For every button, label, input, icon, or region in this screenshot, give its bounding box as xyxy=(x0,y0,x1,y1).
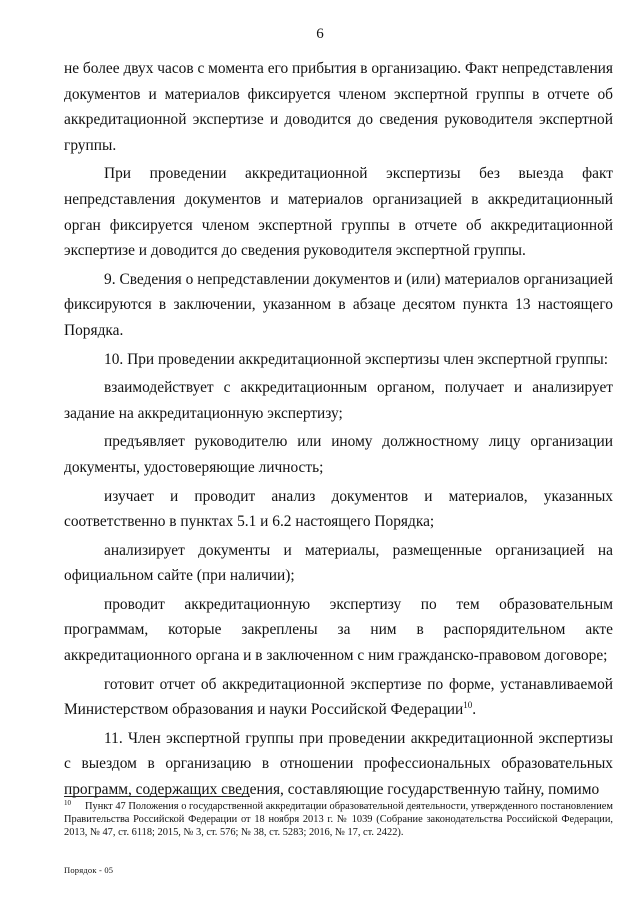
paragraph: 9. Сведения о непредставлении документов и (или) материалов организацией фиксируются в заключении, указанном в абзаце десятом пункта 13 настоящего Порядка. xyxy=(64,270,613,339)
footnote-text: Пункт 47 Положения о государственной аккредитации образовательной деятельности, утвержденного постановлением Правительства Российской Федерации от 18 ноября 2013 г. № 1039 (Собрание законодательства Российской Федерации, 2013, № 47, ст. 6118; 2015, № 3, ст. 576; № 38, ст. 5283; 2016, № 17, ст. 2422). xyxy=(64,801,613,838)
paragraph: При проведении аккредитационной экспертизы без выезда факт непредставления документов и материалов организацией в аккредитационный орган фиксируется членом экспертной группы в отчете об аккредитационной экспертизе и доводится до сведения руководителя экспертной группы. xyxy=(64,165,613,260)
paragraph: 11. Член экспертной группы при проведении аккредитационной экспертизы с выездом в организацию в отношении профессиональных образовательных программ, содержащих сведения, составляющие государственную тайну, помимо xyxy=(64,729,613,799)
paragraph: 10. При проведении аккредитационной экспертизы член экспертной группы: xyxy=(104,350,609,368)
footnote-divider xyxy=(64,796,250,797)
paragraph: предъявляет руководителю или иному должностному лицу организации документы, удостоверяющие личность; xyxy=(64,433,613,476)
paragraph-with-footnote: готовит отчет об аккредитационной экспертизе по форме, устанавливаемой Министерством образования и науки Российской Федерации$^{10}$. xyxy=(64,675,613,719)
footnote-marker: 10 xyxy=(64,798,71,807)
footnote xyxy=(64,800,613,839)
paragraph: проводит аккредитационную экспертизу по тем образовательным программам, которые закреплены за ним в распорядительном акте аккредитационного органа и в заключенном с ним гражданско-правовом договоре; xyxy=(64,595,613,665)
footnote-reference: 10 xyxy=(463,700,473,711)
document-label: Порядок - 05 xyxy=(64,865,114,875)
paragraph: не более двух часов с момента его прибытия в организацию. Факт непредставления документов и материалов фиксируется членом экспертной группы в отчете об аккредитационной экспертизе и доводится до сведения руководителя экспертной группы. xyxy=(64,60,613,154)
paragraph-text: готовит отчет об аккредитационной экспертизе по форме, устанавливаемой Министерством образования и науки Российской Федерации xyxy=(64,675,613,719)
body-text xyxy=(64,56,613,803)
page-number: 6 xyxy=(316,26,324,42)
paragraph: изучает и проводит анализ документов и материалов, указанных соответственно в пунктах 5.1 и 6.2 настоящего Порядка; xyxy=(64,487,613,531)
paragraph: анализирует документы и материалы, размещенные организацией на официальном сайте (при наличии); xyxy=(64,541,613,585)
paragraph: взаимодействует с аккредитационным органом, получает и анализирует задание на аккредитационную экспертизу; xyxy=(64,379,613,422)
